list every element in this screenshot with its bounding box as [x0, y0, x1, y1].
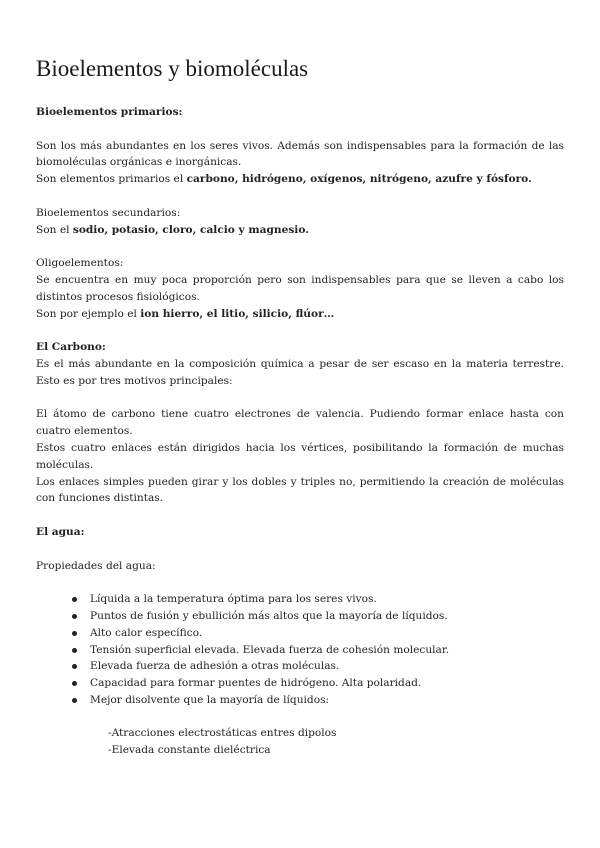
carbono-intro: Es el más abundante en la composición química a pesar de ser escaso en la materia terrestre. Esto es por tres motivos principales:: [36, 357, 564, 387]
document-title: Bioelementos y biomoléculas: [36, 56, 309, 81]
secundarios-list-elements: sodio, potasio, cloro, calcio y magnesio.: [72, 223, 309, 236]
agua-properties-label: Propiedades del agua:: [36, 559, 156, 572]
primarios-list: [36, 171, 564, 188]
carbono-point-1: El átomo de carbono tiene cuatro electrones de valencia. Pudiendo formar enlace hasta con cuatro elementos.: [36, 408, 564, 438]
secundarios-list: [36, 222, 564, 239]
oligo-examples: [36, 306, 564, 323]
list-item: Tensión superficial elevada. Elevada fuerza de cohesión molecular.: [72, 642, 564, 659]
document-body: [36, 104, 564, 759]
section-heading-oligoelementos: Oligoelementos:: [36, 257, 124, 270]
agua-properties-list: [72, 591, 564, 709]
oligo-examples-elements: ion hierro, el litio, silicio, flúor…: [140, 307, 335, 320]
primarios-list-elements: carbono, hidrógeno, oxígenos, nitrógeno, azufre y fósforo.: [186, 173, 532, 186]
carbono-point-2: Estos cuatro enlaces están dirigidos hacia los vértices, posibilitando la formación de muchas moléculas.: [36, 441, 564, 471]
section-heading-primarios: Bioelementos primarios:: [36, 106, 183, 118]
list-item: Alto calor específico.: [72, 625, 564, 642]
section-heading-carbono: El Carbono:: [36, 341, 106, 354]
primarios-description: Son los más abundantes en los seres vivos. Además son indispensables para la formación de las biomoléculas orgánicas e inorgánicas.: [36, 139, 564, 169]
agua-subitem: -Atracciones electrostáticas entres dipolos: [108, 727, 337, 740]
agua-subitem: -Elevada constante dieléctrica: [108, 744, 271, 757]
carbono-point-3: Los enlaces simples pueden girar y los dobles y triples no, permitiendo la creación de moléculas con funciones distintas.: [36, 475, 564, 505]
primarios-list-prefix: Son elementos primarios el: [36, 173, 187, 186]
section-heading-agua: El agua:: [36, 525, 85, 538]
section-heading-secundarios: Bioelementos secundarios:: [36, 206, 181, 219]
list-item: Puntos de fusión y ebullición más altos que la mayoría de líquidos.: [72, 608, 564, 625]
secundarios-list-prefix: Son el: [36, 223, 73, 236]
list-item: Capacidad para formar puentes de hidrógeno. Alta polaridad.: [72, 675, 564, 692]
oligo-examples-prefix: Son por ejemplo el: [36, 307, 141, 320]
list-item: Elevada fuerza de adhesión a otras moléculas.: [72, 658, 564, 675]
oligo-description: Se encuentra en muy poca proporción pero son indispensables para que se lleven a cabo los distintos procesos fisiológicos.: [36, 273, 564, 303]
list-item: Líquida a la temperatura óptima para los seres vivos.: [72, 591, 564, 608]
list-item: Mejor disolvente que la mayoría de líquidos:: [72, 692, 564, 709]
